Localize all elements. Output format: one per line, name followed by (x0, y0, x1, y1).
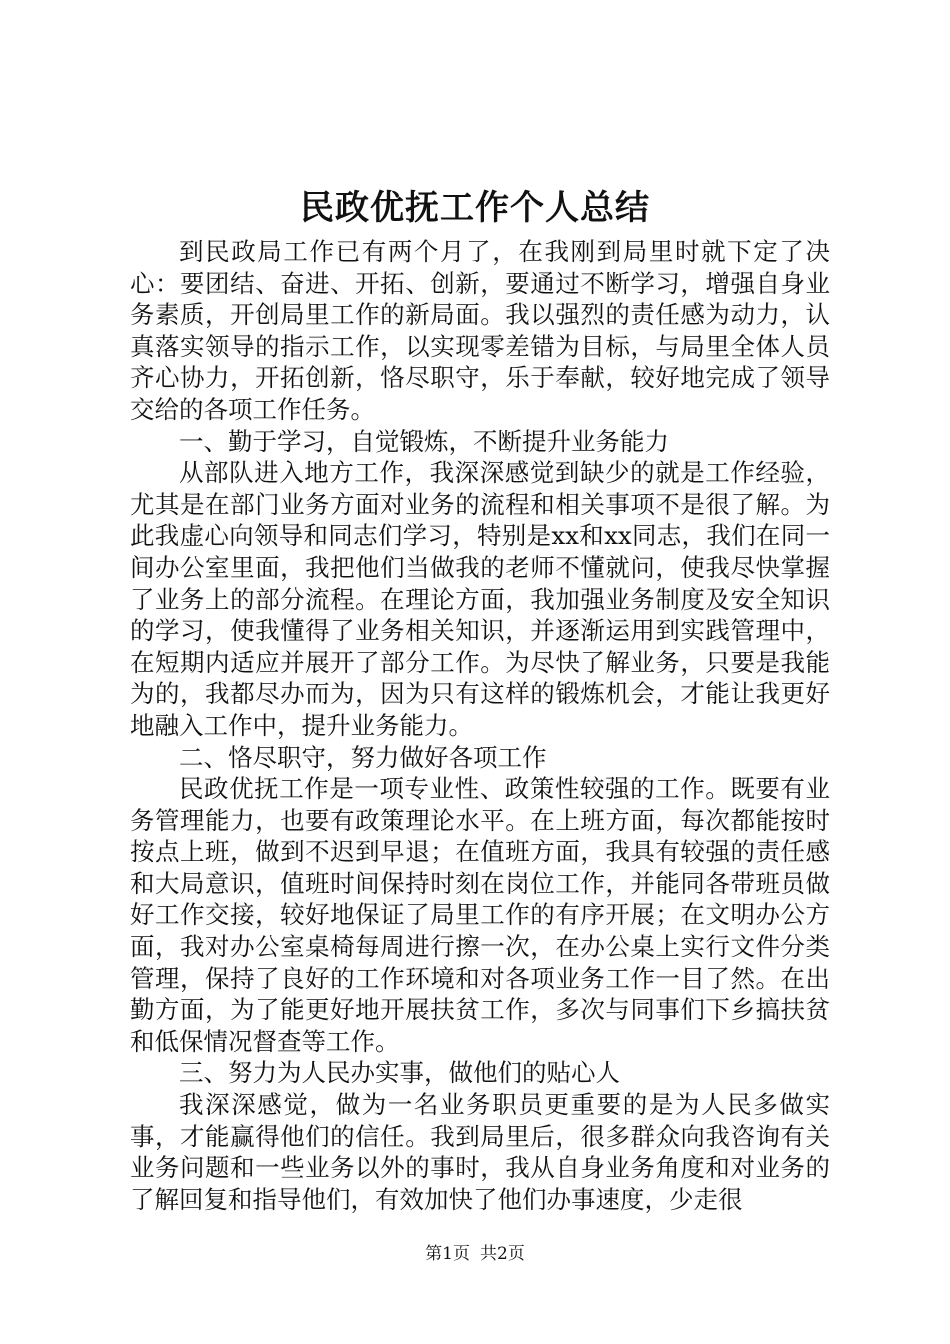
page-total: 共2页 (480, 1244, 525, 1264)
paragraph-section-1: 从部队进入地方工作，我深深感觉到缺少的就是工作经验，尤其是在部门业务方面对业务的流程和相关事项不是很了解。为此我虚心向领导和同志们学习，特别是xx和xx同志，我们在同一间办公室里面，我把他们当做我的老师不懂就问，使我尽快掌握了业务上的部分流程。在理论方面，我加强业务制度及安全知识的学习，使我懂得了业务相关知识，并逐渐运用到实践管理中，在短期内适应并展开了部分工作。为尽快了解业务，只要是我能为的，我都尽办而为，因为只有这样的锻炼机会，才能让我更好地融入工作中，提升业务能力。 (130, 458, 830, 740)
paragraph-section-2: 民政优抚工作是一项专业性、政策性较强的工作。既要有业务管理能力，也要有政策理论水平。在上班方面，每次都能按时按点上班，做到不迟到早退；在值班方面，我具有较强的责任感和大局意识，值班时间保持时刻在岗位工作，并能同各带班员做好工作交接，较好地保证了局里工作的有序开展；在文明办公方面，我对办公室桌椅每周进行擦一次，在办公桌上实行文件分类管理，保持了良好的工作环境和对各项业务工作一目了然。在出勤方面，为了能更好地开展扶贫工作，多次与同事们下乡搞扶贫和低保情况督查等工作。 (130, 774, 830, 1056)
document-title: 民政优抚工作个人总结 (300, 188, 650, 228)
section-heading-1: 一、勤于学习，自觉锻炼，不断提升业务能力 (179, 426, 669, 456)
section-heading-3: 三、努力为人民办实事，做他们的贴心人 (179, 1058, 620, 1088)
page-number: 第1页 (425, 1244, 470, 1264)
section-heading-2: 二、恪尽职守，努力做好各项工作 (179, 742, 547, 772)
paragraph-section-3: 我深深感觉，做为一名业务职员更重要的是为人民多做实事，才能赢得他们的信任。我到局里后，很多群众向我咨询有关业务问题和一些业务以外的事时，我从自身业务角度和对业务的了解回复和指导他们，有效加快了他们办事速度，少走很 (130, 1090, 830, 1214)
page-footer (0, 1242, 950, 1266)
document-body (130, 236, 830, 1215)
paragraph-intro: 到民政局工作已有两个月了，在我刚到局里时就下定了决心：要团结、奋进、开拓、创新，要通过不断学习，增强自身业务素质，开创局里工作的新局面。我以强烈的责任感为动力，认真落实领导的指示工作，以实现零差错为目标，与局里全体人员齐心协力，开拓创新，恪尽职守，乐于奉献，较好地完成了领导交给的各项工作任务。 (130, 237, 830, 424)
